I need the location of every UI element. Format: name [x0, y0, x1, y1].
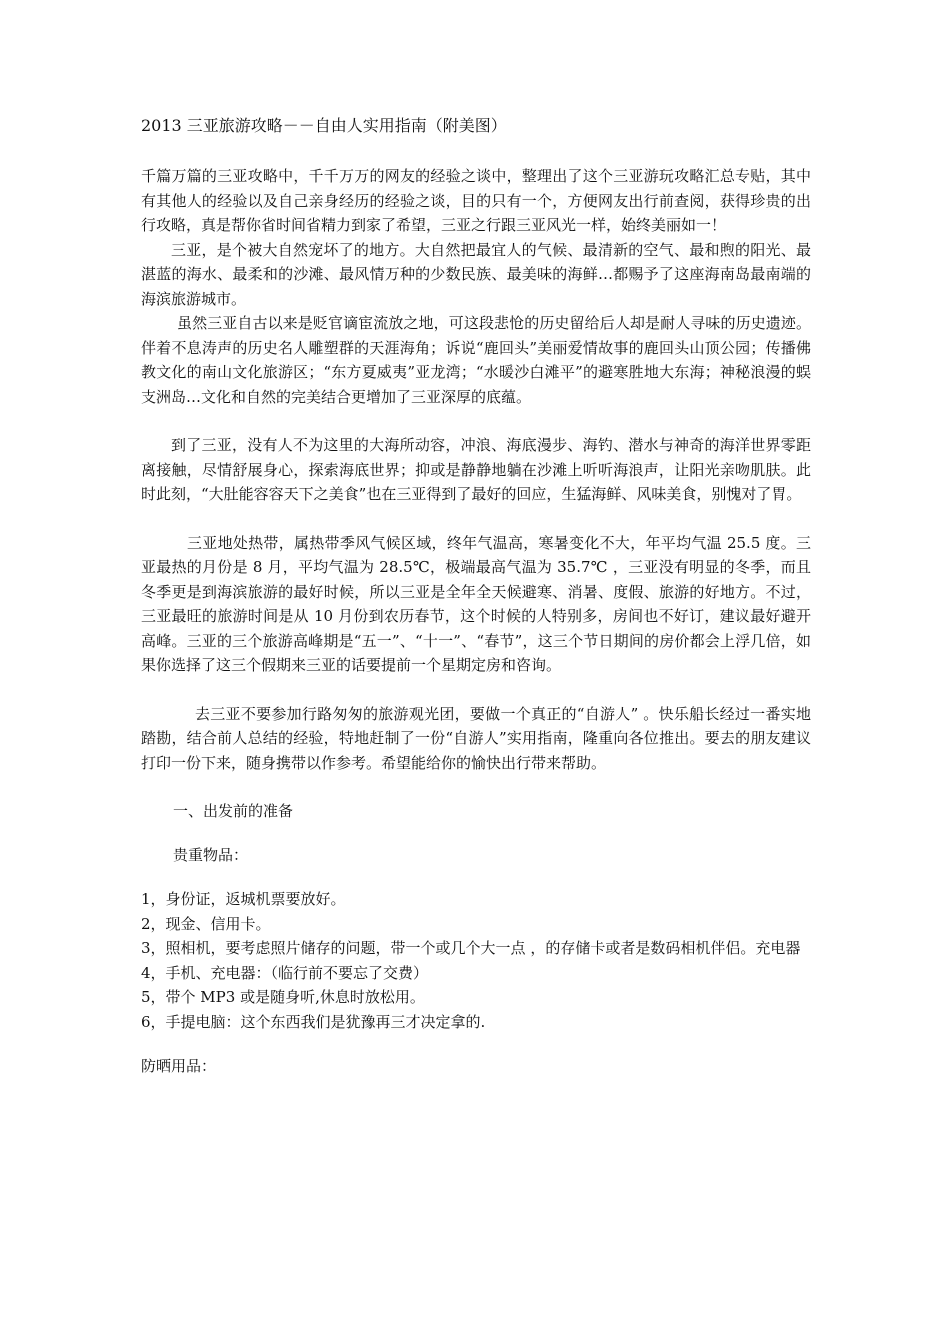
intro-paragraph: 千篇万篇的三亚攻略中，千千万万的网友的经验之谈中，整理出了这个三亚游玩攻略汇总专贴，其中有其他人的经验以及自己亲身经历的经验之谈，目的只有一个，方便网友出行前查阅，获得珍贵的出行攻略，真是帮你省时间省精力到家了希望，三亚之行跟三亚风光一样，始终美丽如一！ [141, 167, 811, 234]
paragraph-gap [141, 775, 811, 799]
paragraph-gap [141, 678, 811, 702]
list-item: 4，手机、充电器：（临行前不要忘了交费） [141, 963, 429, 982]
document-title: 2013 三亚旅游攻略－－自由人实用指南（附美图） [141, 116, 507, 135]
section-heading-preparation: 一、出发前的准备 [173, 802, 294, 820]
list-item: 5，带个 MP3 或是随身听,休息时放松用。 [141, 988, 425, 1006]
paragraph-gap [141, 507, 811, 531]
paragraph-gap [141, 823, 811, 843]
sunscreen-heading: 防晒用品： [141, 1057, 217, 1075]
document-page [141, 114, 811, 1079]
history-paragraph: 虽然三亚自古以来是贬官谪宦流放之地，可这段悲怆的历史留给后人却是耐人寻味的历史遗迹。伴着不息涛声的历史名人雕塑群的天涯海角；诉说“鹿回头”美丽爱情故事的鹿回头山顶公园；传播佛教文化的南山文化旅游区；“东方夏威夷”亚龙湾；“水暖沙白滩平”的避寒胜地大东海；神秘浪漫的蜈支洲岛…文化和自然的完美结合更增加了三亚深厚的底蕴。 [141, 314, 811, 406]
climate-paragraph: 三亚地处热带，属热带季风气候区域，终年气温高，寒暑变化不大，年平均气温 25.5 度。三亚最热的月份是 8 月，平均气温为 28.5℃，极端最高气温为 35.7℃ ，三亚没有明显的冬季，而且冬季更是到海滨旅游的最好时候，所以三亚是全年全天候避寒、消暑、度假、旅游的好地方。不过，三亚最旺的旅游时间是从 10 月份到农历春节，这个时候的人特别多，房间也不好订，建议最好避开高峰。三亚的三个旅游高峰期是“五一”、“十一”、“春节”，这三个节日期间的房价都会上浮几倍，如果你选择了这三个假期来三亚的话要提前一个星期定房和咨询。 [141, 533, 811, 674]
valuables-heading: 贵重物品： [173, 846, 249, 864]
paragraph-gap [141, 867, 811, 887]
list-item: 1，身份证，返城机票要放好。 [141, 890, 346, 908]
nature-paragraph: 三亚，是个被大自然宠坏了的地方。大自然把最宜人的气候、最清新的空气、最和煦的阳光、最湛蓝的海水、最柔和的沙滩、最风情万种的少数民族、最美味的海鲜…都赐予了这座海南岛最南端的海滨旅游城市。 [141, 240, 811, 308]
list-item: 2，现金、信用卡。 [141, 914, 271, 933]
guide-paragraph: 去三亚不要参加行路匆匆的旅游观光团，要做一个真正的“自游人” 。快乐船长经过一番实地踏勘，结合前人总结的经验，特地赶制了一份“自游人”实用指南，隆重向各位推出。要去的朋友建议打印一份下来，随身携带以作参考。希望能给你的愉快出行带来帮助。 [141, 704, 811, 772]
valuables-list [141, 887, 811, 1034]
list-item: 3，照相机，要考虑照片储存的问题，带一个或几个大一点 ，的存储卡或者是数码相机伴侣。充电器 [141, 939, 801, 957]
paragraph-gap [141, 409, 811, 433]
list-item: 6，手提电脑：这个东西我们是犹豫再三才决定拿的. [141, 1012, 486, 1031]
paragraph-gap [141, 1034, 811, 1054]
sea-paragraph: 到了三亚，没有人不为这里的大海所动容，冲浪、海底漫步、海钓、潜水与神奇的海洋世界零距离接触，尽情舒展身心，探索海底世界；抑或是静静地躺在沙滩上听听海浪声，让阳光亲吻肌肤。此时此刻，“大肚能容容天下之美食”也在三亚得到了最好的回应，生猛海鲜、风味美食，别愧对了胃。 [141, 436, 811, 503]
